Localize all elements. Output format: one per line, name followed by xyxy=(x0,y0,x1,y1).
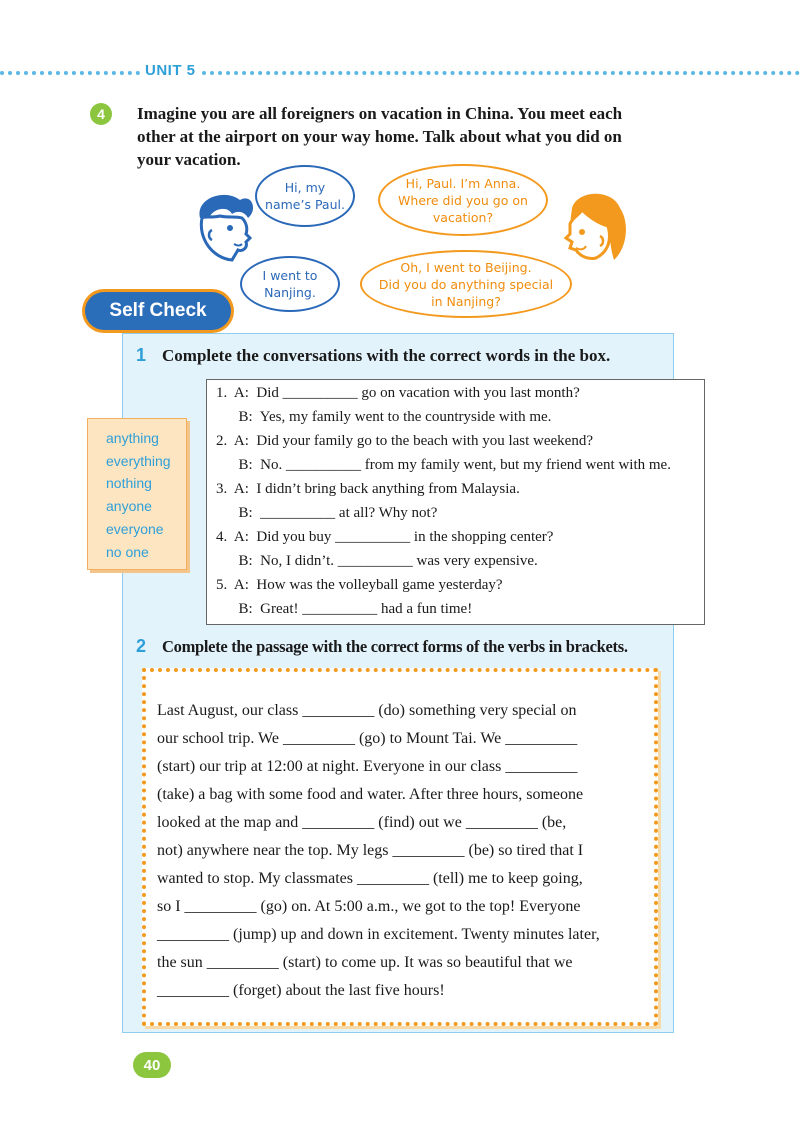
section-1-instruction: Complete the conversations with the correct words in the box. xyxy=(162,346,611,365)
passage-line: (start) our trip at 12:00 at night. Everyone in our class _________ xyxy=(157,758,578,775)
word-box xyxy=(87,418,187,570)
instruction-line: Imagine you are all foreigners on vacation in China. You meet each xyxy=(137,104,623,123)
passage-line: wanted to stop. My classmates _________ (tell) me to keep going, xyxy=(157,870,583,887)
boy-face-illustration xyxy=(190,188,260,268)
page-number: 40 xyxy=(133,1052,171,1078)
speech-bubble-paul-2 xyxy=(240,256,340,312)
unit-label: UNIT 5 xyxy=(145,62,196,79)
activity-number-badge: 4 xyxy=(90,103,112,125)
passage-line: not) anywhere near the top. My legs _________ (be) so tired that I xyxy=(157,842,584,859)
passage-line: Last August, our class _________ (do) something very special on xyxy=(157,702,577,719)
girl-face-illustration xyxy=(552,188,632,270)
conversation-line: 5. A: How was the volleyball game yesterday? xyxy=(216,577,503,593)
instruction-line: other at the airport on your way home. Talk about what you did on xyxy=(137,127,622,146)
passage-line: _________ (jump) up and down in excitement. Twenty minutes later, xyxy=(157,926,600,943)
section-2-number: 2 xyxy=(136,636,147,656)
bubble-text: Oh, I went to Beijing. Did you do anything special in Nanjing? xyxy=(378,259,554,309)
speech-bubble-anna-1 xyxy=(378,164,548,236)
bubble-text: Hi, Paul. I’m Anna. Where did you go on vacation? xyxy=(398,175,528,225)
activity-instruction xyxy=(137,102,622,171)
section-1-number: 1 xyxy=(136,345,147,365)
conversation-line: 2. A: Did your family go to the beach with you last weekend? xyxy=(216,433,593,449)
header-dots-left xyxy=(0,71,140,75)
conversation-line: B: __________ at all? Why not? xyxy=(216,505,438,521)
conversation-line: B: Great! __________ had a fun time! xyxy=(216,601,473,617)
word-box-item: everyone xyxy=(106,520,164,537)
word-box-item: nothing xyxy=(106,475,152,492)
conversation-line: B: Yes, my family went to the countryside with me. xyxy=(216,409,552,425)
word-box-item: anyone xyxy=(106,498,152,515)
bubble-text: I went to Nanjing. xyxy=(262,268,318,300)
self-check-title: Self Check xyxy=(85,292,231,330)
word-box-item: anything xyxy=(106,430,159,446)
word-box-item: everything xyxy=(106,452,171,469)
conversation-line: 1. A: Did __________ go on vacation with you last month? xyxy=(216,385,580,401)
instruction-line: your vacation. xyxy=(137,150,241,169)
passage-line: so I _________ (go) on. At 5:00 a.m., we got to the top! Everyone xyxy=(157,898,581,915)
passage-line: looked at the map and _________ (find) out we _________ (be, xyxy=(157,814,567,831)
bubble-text: Hi, my name’s Paul. xyxy=(265,180,345,212)
header-dots-right xyxy=(202,71,800,75)
passage-line: _________ (forget) about the last five hours! xyxy=(157,982,445,999)
passage-line: our school trip. We _________ (go) to Mount Tai. We _________ xyxy=(157,730,578,747)
passage-line: (take) a bag with some food and water. After three hours, someone xyxy=(157,786,584,803)
conversation-box xyxy=(206,379,705,625)
passage-line: the sun _________ (start) to come up. It was so beautiful that we xyxy=(157,954,573,971)
conversation-line: B: No. __________ from my family went, but my friend went with me. xyxy=(216,457,671,473)
conversation-line: 3. A: I didn’t bring back anything from Malaysia. xyxy=(216,481,520,497)
passage-box xyxy=(142,668,658,1026)
speech-bubble-anna-2 xyxy=(360,250,572,318)
conversation-line: 4. A: Did you buy __________ in the shopping center? xyxy=(216,529,554,545)
conversation-line: B: No, I didn’t. __________ was very expensive. xyxy=(216,553,538,569)
word-box-item: no one xyxy=(106,543,149,560)
section-2-instruction: Complete the passage with the correct forms of the verbs in brackets. xyxy=(162,637,628,656)
speech-bubble-paul-1 xyxy=(255,165,355,227)
